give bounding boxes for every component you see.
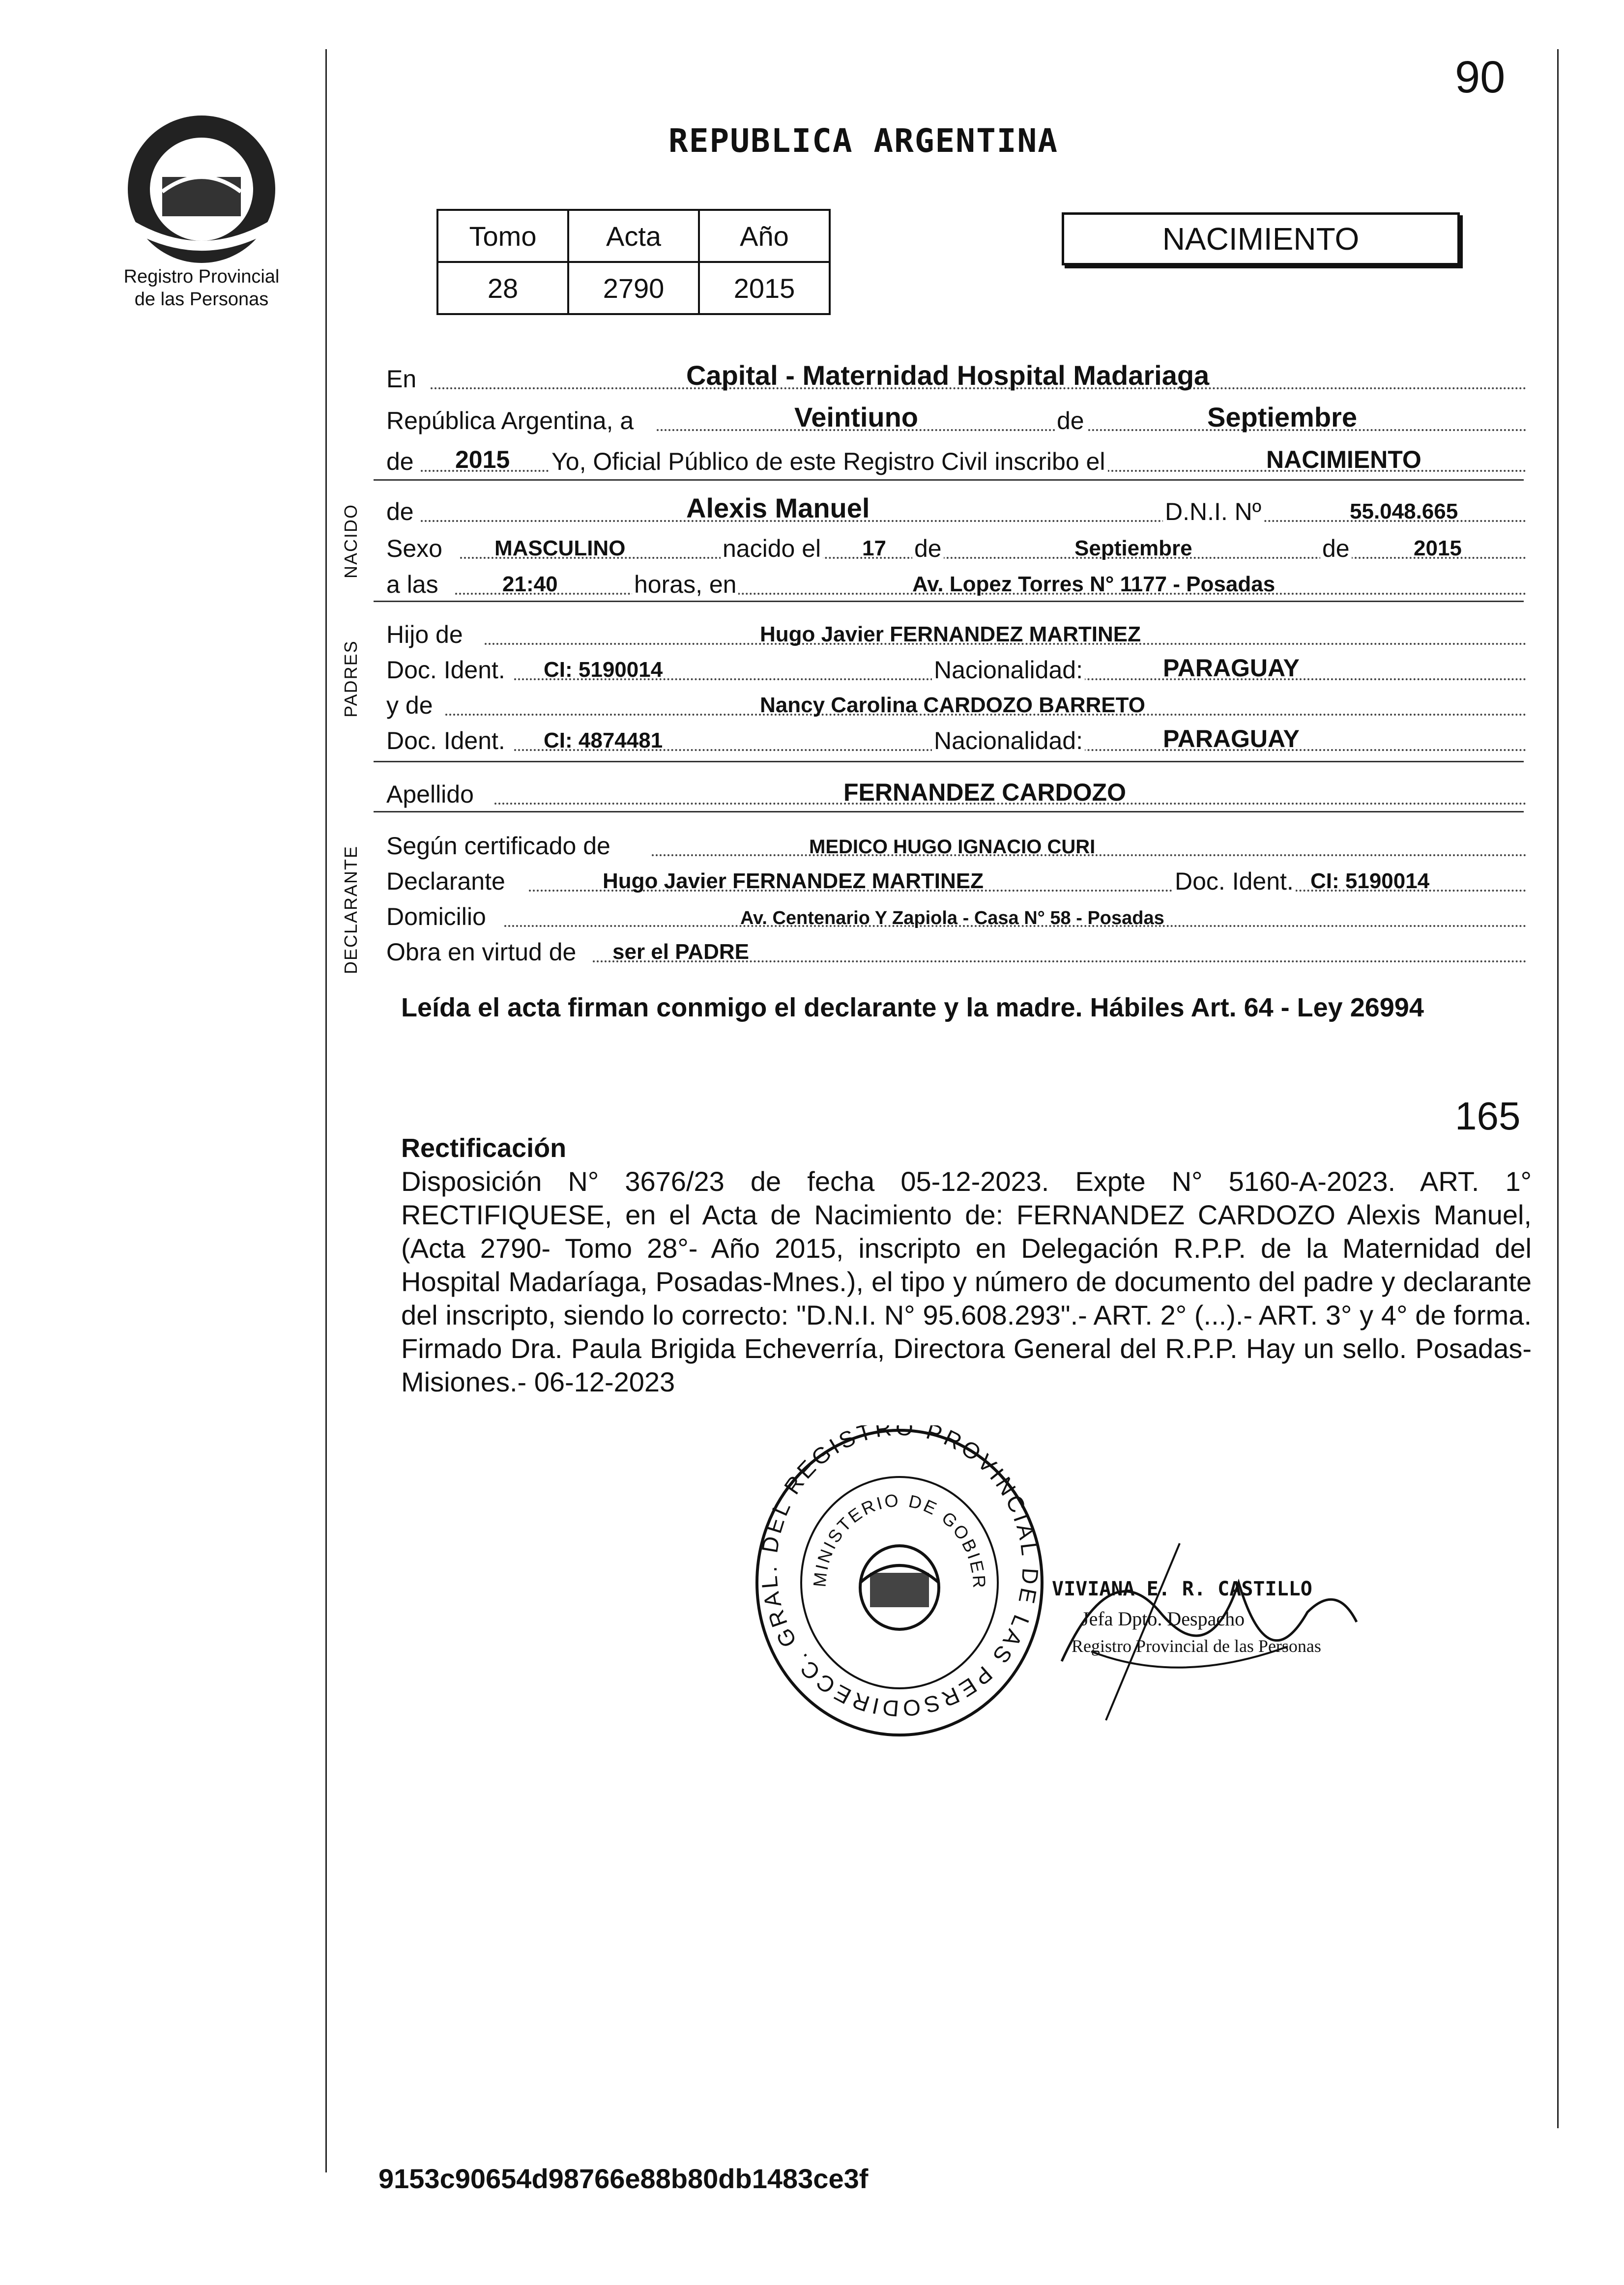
closing-statement: Leída el acta firman conmigo el declarante y la madre. Hábiles Art. 64 - Ley 26994 <box>401 993 1424 1022</box>
row-obra: Obra en virtud de ser el PADRE <box>386 932 1527 966</box>
ref-value-acta: 2790 <box>568 262 699 314</box>
document-hash: 9153c90654d98766e88b80db1483ce3f <box>378 2163 869 2194</box>
official-stamp <box>752 1425 1047 1740</box>
side-label-declarante: DECLARANTE <box>341 845 361 975</box>
document-type-box: NACIMIENTO <box>1062 212 1460 265</box>
ref-header-acta: Acta <box>568 210 699 262</box>
handwritten-signature <box>1032 1524 1376 1730</box>
declarante-doc-value: CI: 5190014 <box>1310 869 1430 893</box>
sexo-value: MASCULINO <box>494 536 626 560</box>
row-declarante: Declarante Hugo Javier FERNANDEZ MARTINEZ Doc. Ident. CI: 5190014 <box>386 861 1527 896</box>
page-number: 90 <box>1455 52 1506 102</box>
row-certificado: Según certificado de MEDICO HUGO IGNACIO CURI <box>386 826 1527 860</box>
hora-value: 21:40 <box>502 572 558 596</box>
lugar-value: Capital - Maternidad Hospital Madariaga <box>686 360 1210 391</box>
ref-value-anio: 2015 <box>699 262 830 314</box>
row-madre-doc: Doc. Ident. CI: 4874481 Nacionalidad: PARAGUAY <box>386 721 1527 755</box>
tipo-value: NACIMIENTO <box>1266 446 1421 473</box>
side-label-padres: PADRES <box>341 640 361 718</box>
madre-value: Nancy Carolina CARDOZO BARRETO <box>760 693 1145 717</box>
dia-nac-value: 17 <box>862 536 886 560</box>
declarante-value: Hugo Javier FERNANDEZ MARTINEZ <box>603 869 984 893</box>
row-nombre: de Alexis Manuel D.N.I. Nº 55.048.665 <box>386 492 1527 526</box>
apellido-value: FERNANDEZ CARDOZO <box>843 779 1126 806</box>
madre-doc-value: CI: 4874481 <box>544 728 663 752</box>
row-lugar: En Capital - Maternidad Hospital Madariaga <box>386 359 1527 393</box>
domicilio-value: Av. Centenario Y Zapiola - Casa N° 58 - Posadas <box>740 908 1164 928</box>
dia-value: Veintiuno <box>794 402 918 433</box>
side-label-nacido: NACIDO <box>341 504 361 579</box>
ref-header-anio: Año <box>699 210 830 262</box>
certificado-value: MEDICO HUGO IGNACIO CURI <box>809 836 1096 858</box>
anio-nac-value: 2015 <box>1414 536 1462 560</box>
mes-value: Septiembre <box>1207 402 1357 433</box>
row-sexo: Sexo MASCULINO nacido el 17 de Septiembre de 2015 <box>386 528 1527 563</box>
row-anio: de 2015 Yo, Oficial Público de este Registro Civil inscribo el NACIMIENTO <box>386 441 1527 476</box>
dni-value: 55.048.665 <box>1350 499 1458 523</box>
ref-header-tomo: Tomo <box>437 210 568 262</box>
row-padre-doc: Doc. Ident. CI: 5190014 Nacionalidad: PARAGUAY <box>386 650 1527 684</box>
row-fecha: República Argentina, a Veintiuno de Septiembre <box>386 401 1527 435</box>
lugar-nac-value: Av. Lopez Torres N° 1177 - Posadas <box>912 572 1276 596</box>
signatory-role: Jefa Dpto. Despacho <box>1081 1608 1245 1630</box>
org-name: Registro Provincial de las Personas <box>123 266 280 310</box>
obra-value: ser el PADRE <box>612 940 749 964</box>
row-apellido: Apellido FERNANDEZ CARDOZO <box>386 774 1527 809</box>
rectification-body: Disposición N° 3676/23 de fecha 05-12-2023. Expte N° 5160-A-2023. ART. 1° RECTIFIQUESE, en el Acta de Nacimiento de: FERNANDEZ CARDOZO Alexis Manuel, (Acta 2790- Tomo 28°- Año 2015, inscripto en Delegación R.P.P. de la Maternidad del Hospital Madaríaga, Posadas-Mnes.), el tipo y número de documento del padre y declarante del inscripto, siendo lo correcto: "D.N.I. N° 95.608.293".- ART. 2° (...).- ART. 3° y 4° de forma. Firmado Dra. Paula Brigida Echeverría, Directora General del R.P.P. Hay un sello. Posadas- Misiones.- 06-12-2023 <box>401 1166 1532 1397</box>
stamp-ring-inner: MINISTERIO DE GOBIER <box>809 1490 990 1591</box>
page-title: REPUBLICA ARGENTINA <box>668 122 1058 160</box>
anio-value: 2015 <box>455 446 510 473</box>
rectification-title: Rectificación <box>401 1133 567 1163</box>
right-margin-line <box>1557 49 1559 2128</box>
signatory-org: Registro Provincial de las Personas <box>1072 1636 1321 1656</box>
left-margin-line <box>325 49 327 2172</box>
signatory-name: VIVIANA E. R. CASTILLO <box>1052 1578 1312 1600</box>
row-domicilio: Domicilio Av. Centenario Y Zapiola - Casa N° 58 - Posadas <box>386 897 1527 931</box>
stamp-ring-outer: DIRECC. GRAL. DEL REGISTRO PROVINCIAL DE LAS PERSO <box>755 1425 1044 1722</box>
reference-table <box>436 209 831 315</box>
padre-nac-value: PARAGUAY <box>1163 654 1300 682</box>
row-hora: a las 21:40 horas, en Av. Lopez Torres N° 1177 - Posadas <box>386 564 1527 599</box>
madre-nac-value: PARAGUAY <box>1163 725 1300 752</box>
padre-value: Hugo Javier FERNANDEZ MARTINEZ <box>760 622 1141 646</box>
ref-value-tomo: 28 <box>437 262 568 314</box>
padre-doc-value: CI: 5190014 <box>544 658 663 682</box>
rectification-number: 165 <box>1455 1094 1521 1138</box>
mes-nac-value: Septiembre <box>1074 536 1192 560</box>
row-madre: y de Nancy Carolina CARDOZO BARRETO <box>386 685 1527 720</box>
nombre-value: Alexis Manuel <box>686 492 870 523</box>
row-padre: Hijo de Hugo Javier FERNANDEZ MARTINEZ <box>386 614 1527 649</box>
